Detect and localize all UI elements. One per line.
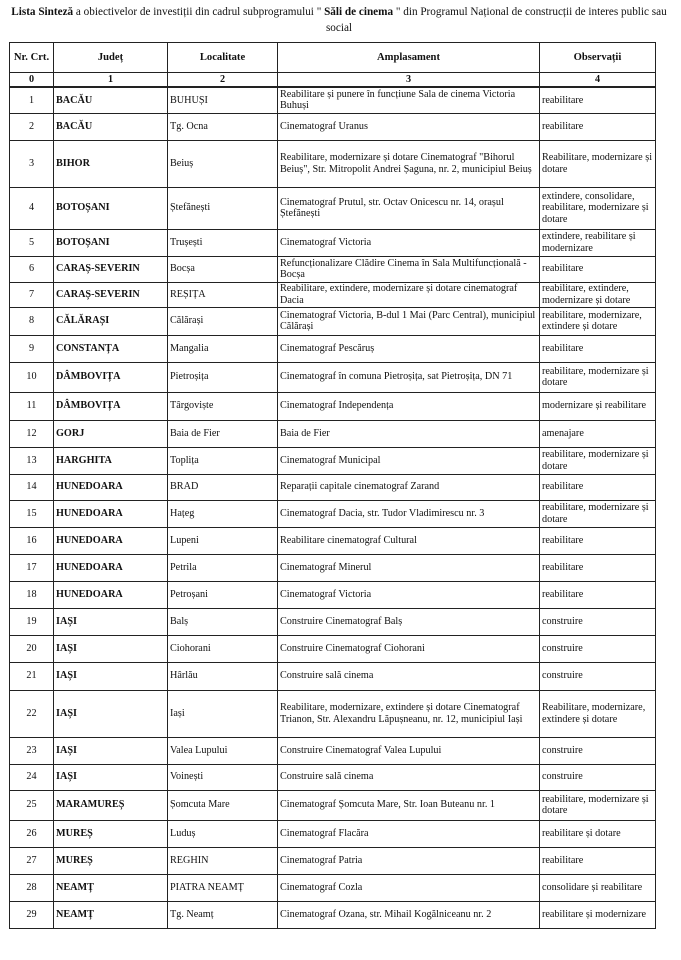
cell-localitate: Toplița xyxy=(168,447,278,474)
cell-localitate: Pietroșița xyxy=(168,362,278,392)
cell-judet: HUNEDOARA xyxy=(54,474,168,500)
cell-judet: CONSTANȚA xyxy=(54,335,168,362)
colnum-4: 4 xyxy=(540,73,656,88)
cell-amplasament: Cinematograf Patria xyxy=(278,847,540,874)
cell-nr: 27 xyxy=(10,847,54,874)
cell-amplasament: Construire Cinematograf Ciohorani xyxy=(278,635,540,662)
cell-judet: BOTOȘANI xyxy=(54,187,168,229)
cell-localitate: Trușești xyxy=(168,229,278,256)
cell-judet: CARAȘ-SEVERIN xyxy=(54,282,168,307)
column-number-row xyxy=(10,73,656,88)
cell-localitate: Petrila xyxy=(168,554,278,581)
table-row xyxy=(10,474,656,500)
table-row xyxy=(10,113,656,140)
cell-localitate: BUHUȘI xyxy=(168,87,278,113)
cell-judet: GORJ xyxy=(54,420,168,447)
cell-judet: BIHOR xyxy=(54,140,168,187)
cell-localitate: Iași xyxy=(168,690,278,737)
cell-localitate: Șomcuta Mare xyxy=(168,790,278,820)
cell-nr: 7 xyxy=(10,282,54,307)
table-row xyxy=(10,764,656,790)
cell-amplasament: Reabilitare, modernizare și dotare Cinematograf "Bihorul Beiuș", Str. Mitropolit Andrei Șaguna, nr. 2, municipiul Beiuș xyxy=(278,140,540,187)
table-row xyxy=(10,87,656,113)
cell-nr: 22 xyxy=(10,690,54,737)
cell-judet: HUNEDOARA xyxy=(54,581,168,608)
cell-nr: 17 xyxy=(10,554,54,581)
cell-nr: 5 xyxy=(10,229,54,256)
table-body xyxy=(10,87,656,928)
cell-amplasament: Cinematograf Uranus xyxy=(278,113,540,140)
cell-judet: MUREȘ xyxy=(54,820,168,847)
header-amplasament: Amplasament xyxy=(278,43,540,73)
cell-nr: 25 xyxy=(10,790,54,820)
cell-nr: 10 xyxy=(10,362,54,392)
cell-localitate: Voinești xyxy=(168,764,278,790)
table-row xyxy=(10,282,656,307)
cell-observatii: construire xyxy=(540,662,656,690)
cell-observatii: modernizare și reabilitare xyxy=(540,392,656,420)
cell-observatii: reabilitare xyxy=(540,474,656,500)
cell-judet: MARAMUREȘ xyxy=(54,790,168,820)
cell-amplasament: Cinematograf Ozana, str. Mihail Kogălniceanu nr. 2 xyxy=(278,901,540,928)
table-row xyxy=(10,554,656,581)
cell-nr: 19 xyxy=(10,608,54,635)
cell-localitate: REȘIȚA xyxy=(168,282,278,307)
table-row xyxy=(10,690,656,737)
cell-observatii: construire xyxy=(540,737,656,764)
cell-observatii: reabilitare și dotare xyxy=(540,820,656,847)
table-row xyxy=(10,229,656,256)
table-row xyxy=(10,392,656,420)
cell-judet: CARAȘ-SEVERIN xyxy=(54,256,168,282)
cell-localitate: Bocșa xyxy=(168,256,278,282)
colnum-0: 0 xyxy=(10,73,54,88)
cell-nr: 20 xyxy=(10,635,54,662)
cell-observatii: amenajare xyxy=(540,420,656,447)
cell-judet: HUNEDOARA xyxy=(54,500,168,527)
table-row xyxy=(10,901,656,928)
cell-observatii: reabilitare xyxy=(540,527,656,554)
cell-localitate: Călărași xyxy=(168,307,278,335)
cell-judet: HUNEDOARA xyxy=(54,527,168,554)
header-observatii: Observații xyxy=(540,43,656,73)
cell-judet: HARGHITA xyxy=(54,447,168,474)
cell-nr: 16 xyxy=(10,527,54,554)
table-row xyxy=(10,307,656,335)
cell-nr: 14 xyxy=(10,474,54,500)
cell-amplasament: Cinematograf Independența xyxy=(278,392,540,420)
cell-observatii: extindere, reabilitare și modernizare xyxy=(540,229,656,256)
cell-nr: 21 xyxy=(10,662,54,690)
cell-observatii: reabilitare xyxy=(540,256,656,282)
cell-judet: DÂMBOVIȚA xyxy=(54,392,168,420)
cell-localitate: Petroșani xyxy=(168,581,278,608)
cell-nr: 28 xyxy=(10,874,54,901)
table-row xyxy=(10,874,656,901)
table-row xyxy=(10,635,656,662)
cell-amplasament: Cinematograf Municipal xyxy=(278,447,540,474)
cell-observatii: reabilitare xyxy=(540,87,656,113)
cell-localitate: Tg. Neamț xyxy=(168,901,278,928)
cell-localitate: Beiuș xyxy=(168,140,278,187)
cell-amplasament: Cinematograf Pescăruș xyxy=(278,335,540,362)
cell-nr: 1 xyxy=(10,87,54,113)
cell-nr: 2 xyxy=(10,113,54,140)
header-nr: Nr. Crt. xyxy=(10,43,54,73)
cell-localitate: Ciohorani xyxy=(168,635,278,662)
colnum-1: 1 xyxy=(54,73,168,88)
table-row xyxy=(10,420,656,447)
cell-nr: 12 xyxy=(10,420,54,447)
cell-amplasament: Baia de Fier xyxy=(278,420,540,447)
cell-judet: CĂLĂRAȘI xyxy=(54,307,168,335)
cell-amplasament: Reparații capitale cinematograf Zarand xyxy=(278,474,540,500)
cell-localitate: Balș xyxy=(168,608,278,635)
table-row xyxy=(10,820,656,847)
title-mid2: " din Programul Național de construcții de interes public sau social xyxy=(325,6,667,34)
cell-nr: 3 xyxy=(10,140,54,187)
cell-nr: 13 xyxy=(10,447,54,474)
cell-localitate: Tg. Ocna xyxy=(168,113,278,140)
table-row xyxy=(10,140,656,187)
cell-observatii: reabilitare, extindere, modernizare și dotare xyxy=(540,282,656,307)
table-row xyxy=(10,790,656,820)
cell-observatii: reabilitare xyxy=(540,581,656,608)
cell-localitate: Luduș xyxy=(168,820,278,847)
table-row xyxy=(10,581,656,608)
cell-amplasament: Cinematograf în comuna Pietroșița, sat Pietroșița, DN 71 xyxy=(278,362,540,392)
cell-amplasament: Cinematograf Dacia, str. Tudor Vladimirescu nr. 3 xyxy=(278,500,540,527)
cell-observatii: reabilitare xyxy=(540,847,656,874)
cell-nr: 26 xyxy=(10,820,54,847)
cell-amplasament: Cinematograf Victoria, B-dul 1 Mai (Parc Central), municipiul Călărași xyxy=(278,307,540,335)
cell-nr: 11 xyxy=(10,392,54,420)
cell-localitate: BRAD xyxy=(168,474,278,500)
cell-nr: 15 xyxy=(10,500,54,527)
objectives-table xyxy=(9,42,656,929)
document-title xyxy=(4,4,674,36)
table-row xyxy=(10,737,656,764)
cell-amplasament: Reabilitare cinematograf Cultural xyxy=(278,527,540,554)
table-row xyxy=(10,500,656,527)
title-mid1: a obiectivelor de investiții din cadrul subprogramului " xyxy=(73,6,325,18)
cell-observatii: reabilitare, modernizare, extindere și dotare xyxy=(540,307,656,335)
cell-judet: DÂMBOVIȚA xyxy=(54,362,168,392)
table-row xyxy=(10,256,656,282)
cell-judet: IAȘI xyxy=(54,764,168,790)
cell-amplasament: Cinematograf Victoria xyxy=(278,581,540,608)
cell-localitate: Lupeni xyxy=(168,527,278,554)
cell-amplasament: Reabilitare, extindere, modernizare și dotare cinematograf Dacia xyxy=(278,282,540,307)
cell-observatii: consolidare și reabilitare xyxy=(540,874,656,901)
cell-nr: 8 xyxy=(10,307,54,335)
cell-judet: IAȘI xyxy=(54,635,168,662)
cell-localitate: Hațeg xyxy=(168,500,278,527)
cell-nr: 9 xyxy=(10,335,54,362)
cell-localitate: Hârlău xyxy=(168,662,278,690)
cell-observatii: reabilitare xyxy=(540,554,656,581)
cell-judet: NEAMȚ xyxy=(54,874,168,901)
cell-localitate: PIATRA NEAMȚ xyxy=(168,874,278,901)
cell-amplasament: Cinematograf Minerul xyxy=(278,554,540,581)
cell-nr: 6 xyxy=(10,256,54,282)
title-prefix: Lista Sinteză xyxy=(11,6,74,18)
cell-localitate: Mangalia xyxy=(168,335,278,362)
cell-observatii: construire xyxy=(540,635,656,662)
cell-localitate: Valea Lupului xyxy=(168,737,278,764)
cell-judet: IAȘI xyxy=(54,690,168,737)
cell-judet: IAȘI xyxy=(54,737,168,764)
cell-amplasament: Construire sală cinema xyxy=(278,764,540,790)
cell-amplasament: Reabilitare, modernizare, extindere și dotare Cinematograf Trianon, Str. Alexandru Lăpușneanu, nr. 12, municipiul Iași xyxy=(278,690,540,737)
cell-observatii: reabilitare și modernizare xyxy=(540,901,656,928)
cell-localitate: Ștefănești xyxy=(168,187,278,229)
cell-nr: 4 xyxy=(10,187,54,229)
cell-amplasament: Construire sală cinema xyxy=(278,662,540,690)
cell-judet: NEAMȚ xyxy=(54,901,168,928)
cell-localitate: Baia de Fier xyxy=(168,420,278,447)
cell-localitate: REGHIN xyxy=(168,847,278,874)
cell-amplasament: Refuncționalizare Clădire Cinema în Sala Multifuncțională - Bocșa xyxy=(278,256,540,282)
table-row xyxy=(10,608,656,635)
cell-amplasament: Construire Cinematograf Balș xyxy=(278,608,540,635)
table-row xyxy=(10,447,656,474)
cell-judet: MUREȘ xyxy=(54,847,168,874)
table-row xyxy=(10,335,656,362)
cell-amplasament: Cinematograf Flacăra xyxy=(278,820,540,847)
header-row xyxy=(10,43,656,73)
cell-observatii: reabilitare, modernizare și dotare xyxy=(540,447,656,474)
cell-judet: IAȘI xyxy=(54,608,168,635)
cell-judet: BACĂU xyxy=(54,113,168,140)
table-row xyxy=(10,847,656,874)
cell-amplasament: Cinematograf Cozla xyxy=(278,874,540,901)
header-judet: Județ xyxy=(54,43,168,73)
cell-localitate: Târgoviște xyxy=(168,392,278,420)
header-localitate: Localitate xyxy=(168,43,278,73)
cell-amplasament: Cinematograf Șomcuta Mare, Str. Ioan Buteanu nr. 1 xyxy=(278,790,540,820)
cell-judet: BACĂU xyxy=(54,87,168,113)
cell-observatii: Reabilitare, modernizare, extindere și dotare xyxy=(540,690,656,737)
colnum-2: 2 xyxy=(168,73,278,88)
cell-judet: HUNEDOARA xyxy=(54,554,168,581)
cell-nr: 23 xyxy=(10,737,54,764)
cell-observatii: reabilitare xyxy=(540,335,656,362)
cell-observatii: reabilitare, modernizare și dotare xyxy=(540,362,656,392)
cell-observatii: extindere, consolidare, reabilitare, modernizare și dotare xyxy=(540,187,656,229)
cell-amplasament: Construire Cinematograf Valea Lupului xyxy=(278,737,540,764)
colnum-3: 3 xyxy=(278,73,540,88)
table-row xyxy=(10,362,656,392)
title-subprogram: Săli de cinema xyxy=(324,6,394,18)
cell-observatii: construire xyxy=(540,764,656,790)
table-row xyxy=(10,527,656,554)
cell-amplasament: Cinematograf Victoria xyxy=(278,229,540,256)
cell-observatii: reabilitare xyxy=(540,113,656,140)
cell-judet: BOTOȘANI xyxy=(54,229,168,256)
cell-nr: 18 xyxy=(10,581,54,608)
cell-observatii: reabilitare, modernizare și dotare xyxy=(540,790,656,820)
cell-amplasament: Cinematograf Prutul, str. Octav Onicescu nr. 14, orașul Ștefănești xyxy=(278,187,540,229)
cell-observatii: reabilitare, modernizare și dotare xyxy=(540,500,656,527)
cell-nr: 24 xyxy=(10,764,54,790)
table-row xyxy=(10,662,656,690)
cell-nr: 29 xyxy=(10,901,54,928)
cell-observatii: construire xyxy=(540,608,656,635)
cell-observatii: Reabilitare, modernizare și dotare xyxy=(540,140,656,187)
cell-amplasament: Reabilitare și punere în funcțiune Sala de cinema Victoria Buhuși xyxy=(278,87,540,113)
cell-judet: IAȘI xyxy=(54,662,168,690)
table-row xyxy=(10,187,656,229)
